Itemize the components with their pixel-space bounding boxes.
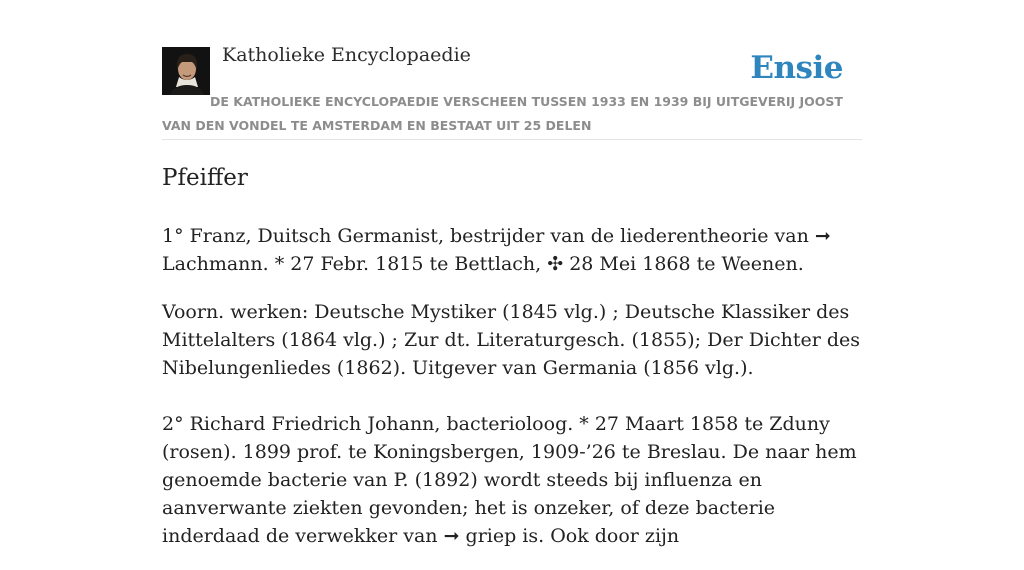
site-header <box>162 0 862 140</box>
portrait-icon <box>162 47 210 95</box>
ensie-logo[interactable]: Ensie <box>750 50 843 86</box>
article-paragraph: 2° Richard Friedrich Johann, bacterioloog. * 27 Maart 1858 te Zduny (rosen). 1899 prof. te Koningsbergen, 1909-’26 te Breslau. De naar hem genoemde bacterie van P. (1892) wordt steeds bij influenza en aanverwante ziekten gevonden; het is onzeker, of deze bacterie inderdaad de verwekker van ➞ griep is. Ook door zijn <box>162 413 857 547</box>
portrait-avatar[interactable] <box>162 47 210 95</box>
site-title[interactable]: Katholieke Encyclopaedie <box>222 44 471 66</box>
site-subtitle: DE KATHOLIEKE ENCYCLOPAEDIE VERSCHEEN TUSSEN 1933 EN 1939 BIJ UITGEVERIJ JOOST VAN DEN VONDEL TE AMSTERDAM EN BESTAAT UIT 25 DELEN <box>162 94 843 133</box>
article <box>162 160 864 570</box>
article-paragraph: 1° Franz, Duitsch Germanist, bestrijder van de liederentheorie van ➞ Lachmann. * 27 Febr. 1815 te Bettlach, ✣ 28 Mei 1868 te Weenen. <box>162 225 831 275</box>
article-paragraph: Voorn. werken: Deutsche Mystiker (1845 vlg.) ; Deutsche Klassiker des Mittelalters (1864 vlg.) ; Zur dt. Literaturgesch. (1855); Der Dichter des Nibelungenliedes (1862). Uitgever van Germania (1856 vlg.). <box>162 301 861 379</box>
article-title: Pfeiffer <box>162 165 248 191</box>
